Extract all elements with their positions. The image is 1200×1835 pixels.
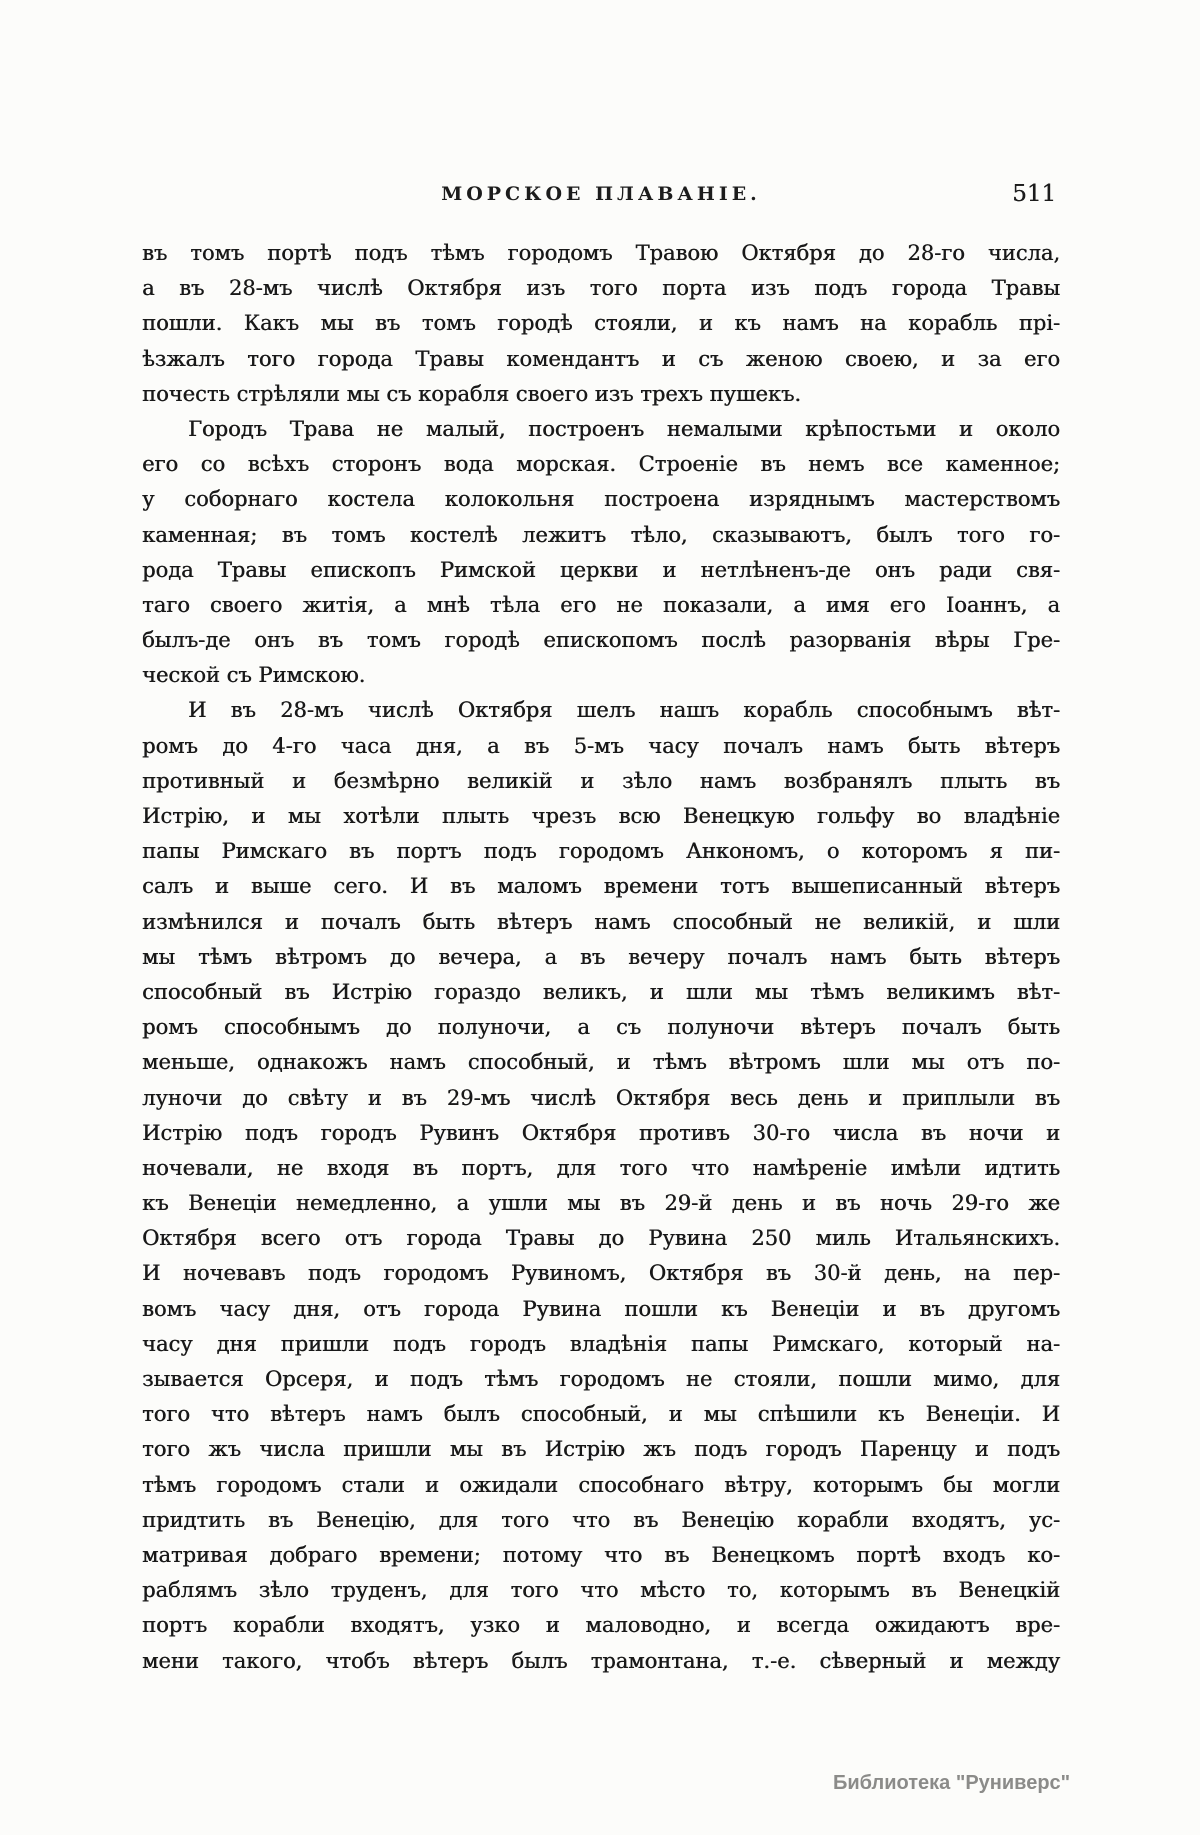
text-line: къ Венеціи немедленно, а ушли мы въ 29-й день и въ ночь 29-го же [142, 1191, 1060, 1216]
text-line: у соборнаго костела колокольня построена изряднымъ мастерствомъ [142, 487, 1060, 512]
text-line: луночи до свѣту и въ 29-мъ числѣ Октября весь день и приплыли въ [142, 1085, 1060, 1110]
text-line: каменная; въ томъ костелѣ лежитъ тѣло, сказываютъ, былъ того го- [142, 522, 1060, 547]
text-line: противный и безмѣрно великій и зѣло намъ возбранялъ плыть въ [142, 768, 1060, 793]
text-line: въ томъ портѣ подъ тѣмъ городомъ Травою Октября до 28-го числа, [142, 241, 1060, 265]
text-line: И въ 28-мъ числѣ Октября шелъ нашъ корабль способнымъ вѣт- [188, 698, 1060, 723]
text-line: способный въ Истрію гораздо великъ, и шли мы тѣмъ великимъ вѣт- [142, 979, 1060, 1004]
text-line: рода Травы епископъ Римской церкви и нетлѣненъ-де онъ ради свя- [142, 557, 1060, 582]
text-line: мени такого, чтобъ вѣтеръ былъ трамонтана, т.-е. сѣверный и между [142, 1648, 1060, 1673]
text-line: Истрію, и мы хотѣли плыть чрезъ всю Венецкую гольфу во владѣніе [142, 804, 1060, 828]
text-line: мы тѣмъ вѣтромъ до вечера, а въ вечеру почалъ намъ быть вѣтеръ [142, 944, 1060, 969]
text-line: измѣнился и почалъ быть вѣтеръ намъ способный не великій, и шли [142, 909, 1060, 934]
text-line: того что вѣтеръ намъ былъ способный, и мы спѣшили къ Венеціи. И [142, 1402, 1060, 1427]
text-line: папы Римскаго въ портъ подъ городомъ Анкономъ, о которомъ я пи- [142, 839, 1060, 864]
text-line: придтить въ Венецію, для того что въ Венецію корабли входятъ, ус- [142, 1507, 1060, 1532]
text-line: былъ-де онъ въ томъ городѣ епископомъ послѣ разорванія вѣры Гре- [142, 628, 1060, 653]
text-line: его со всѣхъ сторонъ вода морская. Строеніе въ немъ все каменное; [142, 452, 1060, 477]
text-line: вомъ часу дня, отъ города Рувина пошли къ Венеціи и въ другомъ [142, 1296, 1060, 1321]
text-line: салъ и выше сего. И въ маломъ времени тотъ вышеписанный вѣтеръ [142, 874, 1060, 899]
text-line: зывается Орсеря, и подъ тѣмъ городомъ не стояли, пошли мимо, для [142, 1367, 1060, 1391]
text-line: почесть стрѣляли мы съ корабля своего изъ трехъ пушекъ. [142, 381, 801, 406]
text-line: Истрію подъ городъ Рувинъ Октября противъ 30-го числа въ ночи и [142, 1120, 1060, 1145]
text-line: таго своего житія, а мнѣ тѣла его не показали, а имя его Іоаннъ, а [142, 592, 1060, 617]
page-number: 511 [1012, 181, 1056, 207]
text-line: раблямъ зѣло труденъ, для того что мѣсто то, которымъ въ Венецкій [142, 1578, 1060, 1603]
text-line: тѣмъ городомъ стали и ожидали способнаго вѣтру, которымъ бы могли [142, 1472, 1060, 1497]
text-line: меньше, однакожъ намъ способный, и тѣмъ вѣтромъ шли мы отъ по- [142, 1050, 1060, 1075]
text-line: ѣзжалъ того города Травы комендантъ и съ женою своею, и за его [142, 346, 1060, 371]
text-line: Городъ Трава не малый, построенъ немалыми крѣпостьми и около [188, 416, 1060, 441]
text-line: ромъ до 4-го часа дня, а въ 5-мъ часу почалъ намъ быть вѣтеръ [142, 733, 1060, 758]
running-title: МОРСКОЕ ПЛАВАНІЕ. [441, 183, 761, 205]
library-watermark: Библиотека "Руниверс" [833, 1772, 1071, 1794]
text-line: ночевали, не входя въ портъ, для того что намѣреніе имѣли идтить [142, 1155, 1060, 1180]
text-line: а въ 28-мъ числѣ Октября изъ того порта изъ подъ города Травы [142, 276, 1060, 301]
text-line: И ночевавъ подъ городомъ Рувиномъ, Октября въ 30-й день, на пер- [142, 1261, 1060, 1286]
page-header [142, 181, 1060, 207]
text-line: матривая добраго времени; потому что въ Венецкомъ портѣ входъ ко- [142, 1542, 1060, 1567]
text-line: того жъ числа пришли мы въ Истрію жъ подъ городъ Паренцу и подъ [142, 1437, 1060, 1462]
text-line: Октября всего отъ города Травы до Рувина 250 миль Итальянскихъ. [142, 1226, 1060, 1251]
text-line: ромъ способнымъ до полуночи, а съ полуночи вѣтеръ почалъ быть [142, 1015, 1060, 1040]
text-line: часу дня пришли подъ городъ владѣнія папы Римскаго, который на- [142, 1331, 1060, 1356]
text-line: пошли. Какъ мы въ томъ городѣ стояли, и къ намъ на корабль прі- [142, 311, 1060, 336]
page-text [142, 236, 1060, 1679]
text-line: ческой съ Римскою. [142, 663, 366, 688]
text-line: портъ корабли входятъ, узко и маловодно, и всегда ожидаютъ вре- [142, 1613, 1060, 1638]
